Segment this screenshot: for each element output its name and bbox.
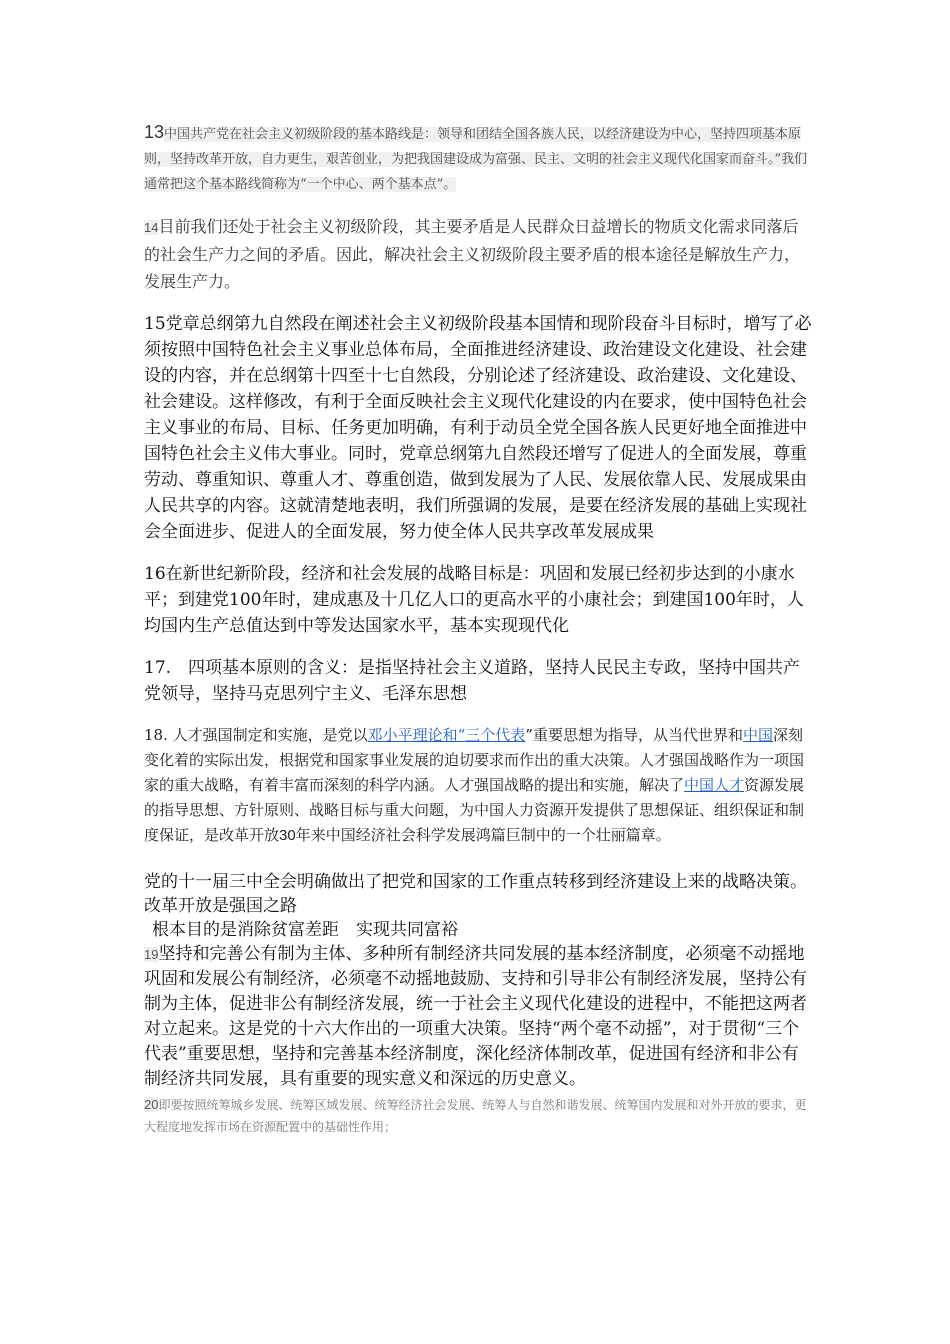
paragraph-number: 20 bbox=[144, 1097, 159, 1112]
link-china-talent[interactable]: 中国人才 bbox=[684, 776, 745, 794]
paragraph-number: 13 bbox=[144, 122, 165, 142]
paragraph-party-plenum: 党的十一届三中全会明确做出了把党和国家的工作重点转移到经济建设上来的战略决策。改革开放是强国之路 bbox=[144, 872, 807, 916]
paragraph-text: 年来中国经济社会科学发展鸿篇巨制中的一个壮丽篇章。 bbox=[295, 826, 671, 844]
paragraph-text: 坚持和完善公有制为主体、多种所有制经济共同发展的基本经济制度，必须毫不动摇地巩固和发展公有制经济，必须毫不动摇地鼓励、支持和引导非公有制经济发展，坚持公有制为主体，促进非公有制经济发展，统一于社会主义现代化建设的进程中，不能把这两者对立起来。这是党的十六大作出的一项重大决策。坚持“两个毫不动摇”，对于贯彻“三个代表”重要思想，坚持和完善基本经济制度，深化经济体制改革，促进国有经济和非公有制经济共同发展，具有重要的现实意义和深远的历史意义。 bbox=[144, 944, 807, 1089]
paragraph-fundamental-goal: 根本目的是消除贫富差距 实现共同富裕 bbox=[152, 920, 458, 940]
link-deng-xiaoping-theory[interactable]: 邓小平理论和“三个代表 bbox=[367, 726, 526, 744]
paragraph-number: 14 bbox=[144, 220, 159, 235]
link-china[interactable]: 中国 bbox=[742, 726, 773, 744]
paragraph-18 bbox=[144, 723, 812, 848]
paragraph-text: 深刻变化着的实际出发，根据党和国家事业发展的迫切要求而作出的重大决策。人才强国战略作为一项国家的重大战略，有着丰富而深刻的科学内涵。人才强国战略的提出和实施，解决了 bbox=[144, 726, 805, 794]
paragraph-text: 即要按照统筹城乡发展、统筹区域发展、统筹经济社会发展、统筹人与自然和谐发展、统筹国内发展和对外开放的要求，更大程度地发挥市场在资源配置中的基础性作用； bbox=[144, 1098, 807, 1134]
paragraph-19 bbox=[144, 942, 812, 1092]
paragraph-15: 15党章总纲第九自然段在阐述社会主义初级阶段基本国情和现阶段奋斗目标时，增写了必须按照中国特色社会主义事业总体布局，全面推进经济建设、政治建设文化建设、社会建设的内容，并在总纲第十四至十七自然段，分别论述了经济建设、政治建设、文化建设、社会建设。这样修改，有利于全面反映社会主义现代化建设的内在要求，使中国特色社会主义事业的布局、目标、任务更加明确，有利于动员全党全国各族人民更好地全面推进中国特色社会主义伟大事业。同时，党章总纲第九自然段还增写了促进人的全面发展，尊重劳动、尊重知识、尊重人才、尊重创造，做到发展为了人民、发展依靠人民、发展成果由人民共享的内容。这就清楚地表明，我们所强调的发展，是要在经济发展的基础上实现社会全面进步、促进人的全面发展，努力使全体人民共享改革发展成果 bbox=[144, 314, 812, 542]
paragraph-text: 中国共产党在社会主义初级阶段的基本路线是：领导和团结全国各族人民，以经济建设为中心，坚持四项基本原则，坚持改革开放，自力更生，艰苦创业，为把我国建设成为富强、民主、文明的社会主义现代化国家而奋斗。”我们通常把这个基本路线简称为“一个中心、两个基本点”。 bbox=[144, 127, 808, 192]
paragraph-16: 16在新世纪新阶段，经济和社会发展的战略目标是：巩固和发展已经初步达到的小康水平；到建党100年时，建成惠及十几亿人口的更高水平的小康社会；到建国100年时，人均国内生产总值达到中等发达国家水平，基本实现现代化 bbox=[144, 564, 804, 636]
paragraph-14 bbox=[144, 213, 812, 295]
paragraph-13 bbox=[144, 120, 812, 197]
paragraph-text: 目前我们还处于社会主义初级阶段，其主要矛盾是人民群众日益增长的物质文化需求同落后的社会生产力之间的矛盾。因此，解决社会主义初级阶段主要矛盾的根本途径是解放生产力，发展生产力。 bbox=[144, 217, 801, 291]
paragraph-17: 17. 四项基本原则的含义：是指坚持社会主义道路，坚持人民民主专政，坚持中国共产党领导，坚持马克思列宁主义、毛泽东思想 bbox=[144, 658, 801, 704]
paragraph-number: 19 bbox=[144, 947, 159, 962]
paragraph-number-inline: 30 bbox=[279, 827, 296, 844]
document-page bbox=[144, 120, 812, 1138]
paragraph-text: 18. 人才强国制定和实施，是党以 bbox=[144, 726, 368, 744]
paragraph-text: ”重要思想为指导，从当代世界和 bbox=[525, 726, 743, 744]
paragraph-20 bbox=[144, 1094, 812, 1138]
paragraph-text: 资源发展的指导思想、方针原则、战略目标与重大问题，为中国人力资源开发提供了思想保证、组织保证和制度保证，是改革开放 bbox=[144, 776, 805, 844]
